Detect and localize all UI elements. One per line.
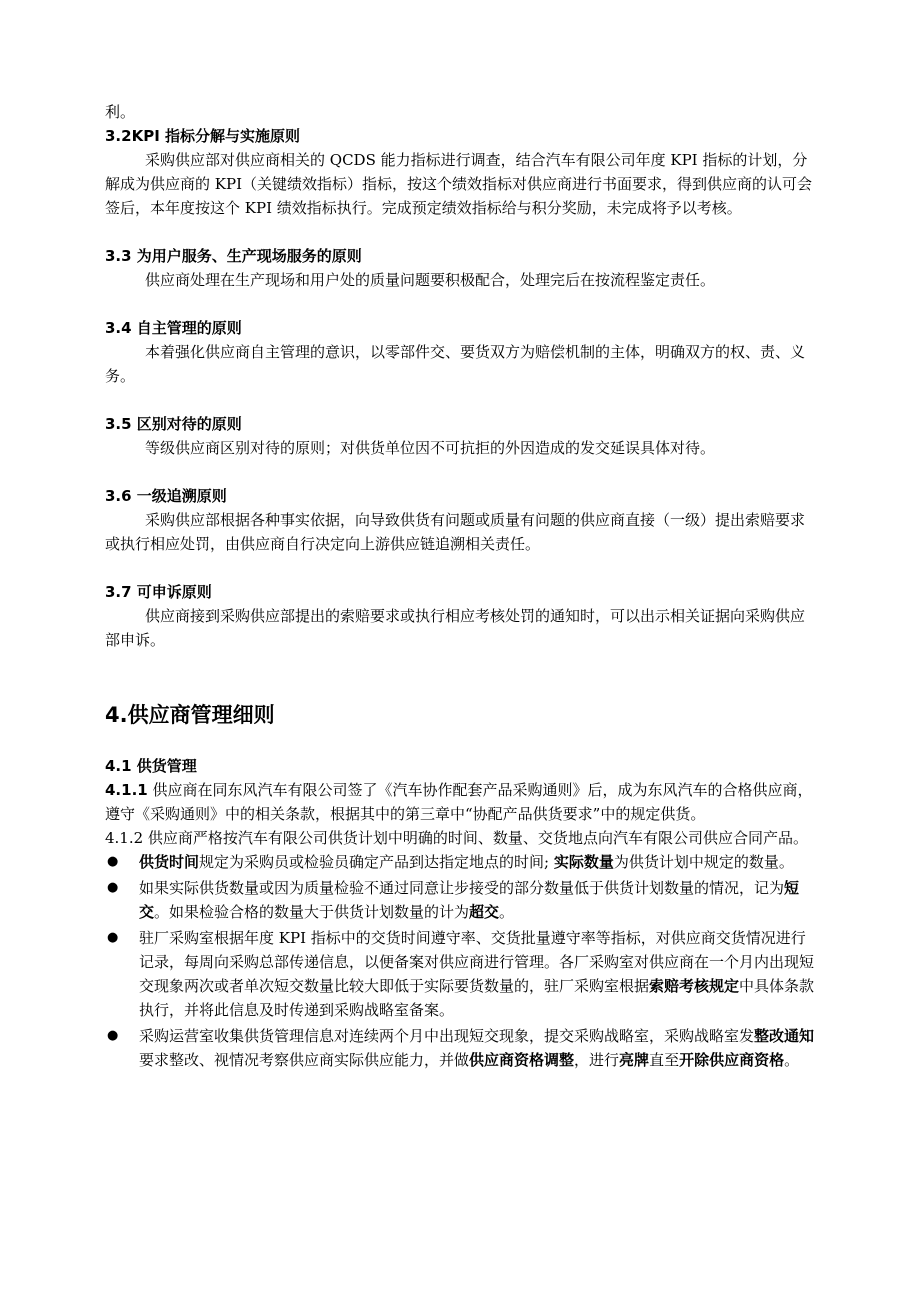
text-run: 。 bbox=[499, 903, 515, 921]
bold-term: 亮牌 bbox=[619, 1051, 650, 1069]
section-heading-4-1: 4.1 供货管理 bbox=[105, 757, 197, 775]
bullet-icon: ● bbox=[107, 930, 119, 945]
spacer bbox=[105, 388, 817, 412]
bold-term: 索赔考核规定 bbox=[649, 977, 740, 995]
paragraph-number: 4.1.1 bbox=[105, 781, 148, 799]
section-heading-3-2: 3.2KPI 指标分解与实施原则 bbox=[105, 127, 300, 145]
list-item bbox=[105, 926, 817, 1022]
spacer bbox=[105, 652, 817, 700]
document-body bbox=[105, 100, 817, 1074]
list-item bbox=[105, 850, 817, 874]
bullet-icon: ● bbox=[107, 880, 119, 895]
bold-term: 供货时间 bbox=[139, 853, 200, 871]
section-body-3-4: 本着强化供应商自主管理的意识，以零部件交、要货双方为赔偿机制的主体，明确双方的权、责、义务。 bbox=[105, 343, 806, 385]
text-run: 如果实际供货数量或因为质量检验不通过同意让步接受的部分数量低于供货计划数量的情况，记为 bbox=[139, 879, 785, 897]
text-run: 直至 bbox=[649, 1051, 680, 1069]
bold-term: 整改通知 bbox=[754, 1027, 815, 1045]
bullet-list bbox=[105, 850, 817, 1072]
bullet-icon: ● bbox=[107, 1028, 119, 1043]
section-body-3-2: 采购供应部对供应商相关的 QCDS 能力指标进行调查，结合汽车有限公司年度 KPI 指标的计划，分解成为供应商的 KPI（关键绩效指标）指标，按这个绩效指标对供应商进行书面要求，得到供应商的认可会签后，本年度按这个 KPI 绩效指标执行。完成预定绩效指标给与积分奖励，未完成将予以考核。 bbox=[105, 151, 812, 217]
paragraph-4-1-2: 4.1.2 供应商严格按汽车有限公司供货计划中明确的时间、数量、交货地点向汽车有限公司供应合同产品。 bbox=[105, 829, 808, 847]
section-heading-3-7: 3.7 可申诉原则 bbox=[105, 583, 212, 601]
spacer bbox=[105, 556, 817, 580]
chapter-title-4: 4.供应商管理细则 bbox=[105, 703, 275, 727]
section-heading-3-3: 3.3 为用户服务、生产现场服务的原则 bbox=[105, 247, 362, 265]
text-run: ，进行 bbox=[574, 1051, 620, 1069]
section-heading-3-6: 3.6 一级追溯原则 bbox=[105, 487, 227, 505]
bold-term: 短交 bbox=[139, 879, 800, 921]
text-run: 。 bbox=[784, 1051, 800, 1069]
section-body-3-7: 供应商接到采购供应部提出的索赔要求或执行相应考核处罚的通知时，可以出示相关证据向采购供应部申诉。 bbox=[105, 607, 806, 649]
text-run: 驻厂采购室根据年度 KPI 指标中的交货时间遵守率、交货批量遵守率等指标，对供应商交货情况进行记录，每周向采购总部传递信息，以便备案对供应商进行管理。各厂采购室对供应商在一个月内出现短交现象两次或者单次短交数量比较大即低于实际要货数量的，驻厂采购室根据 bbox=[139, 929, 815, 995]
spacer bbox=[105, 292, 817, 316]
spacer bbox=[105, 730, 817, 754]
paragraph-4-1-1 bbox=[105, 778, 817, 826]
text-run: 要求整改、视情况考察供应商实际供应能力，并做 bbox=[139, 1051, 470, 1069]
text-run: 。如果检验合格的数量大于供货计划数量的计为 bbox=[154, 903, 470, 921]
list-item bbox=[105, 876, 817, 924]
section-heading-3-4: 3.4 自主管理的原则 bbox=[105, 319, 242, 337]
text-run: 中具体条款执行，并将此信息及时传递到采购战略室备案。 bbox=[139, 977, 815, 1019]
list-item bbox=[105, 1024, 817, 1072]
bold-term: 开除供应商资格 bbox=[679, 1051, 785, 1069]
text-run: 采购运营室收集供货管理信息对连续两个月中出现短交现象，提交采购战略室，采购战略室发 bbox=[139, 1027, 755, 1045]
spacer bbox=[105, 220, 817, 244]
section-body-3-6: 采购供应部根据各种事实依据，向导致供货有问题或质量有问题的供应商直接（一级）提出索赔要求或执行相应处罚，由供应商自行决定向上游供应链追溯相关责任。 bbox=[105, 511, 806, 553]
bold-term: 供应商资格调整 bbox=[469, 1051, 575, 1069]
bold-term: 实际数量 bbox=[553, 853, 614, 871]
section-body-3-3: 供应商处理在生产现场和用户处的质量问题要积极配合，处理完后在按流程鉴定责任。 bbox=[145, 271, 716, 289]
text-run: 为供货计划中规定的数量。 bbox=[613, 853, 794, 871]
continued-text: 利。 bbox=[105, 103, 136, 121]
bullet-icon: ● bbox=[107, 854, 119, 869]
section-heading-3-5: 3.5 区别对待的原则 bbox=[105, 415, 242, 433]
text-run: 规定为采购员或检验员确定产品到达指定地点的时间; bbox=[199, 853, 554, 871]
section-body-3-5: 等级供应商区别对待的原则；对供货单位因不可抗拒的外因造成的发交延误具体对待。 bbox=[145, 439, 716, 457]
bold-term: 超交 bbox=[469, 903, 500, 921]
spacer bbox=[105, 460, 817, 484]
paragraph-text: 供应商在同东风汽车有限公司签了《汽车协作配套产品采购通则》后，成为东风汽车的合格供应商，遵守《采购通则》中的相关条款，根据其中的第三章中“协配产品供货要求”中的规定供货。 bbox=[105, 781, 813, 823]
